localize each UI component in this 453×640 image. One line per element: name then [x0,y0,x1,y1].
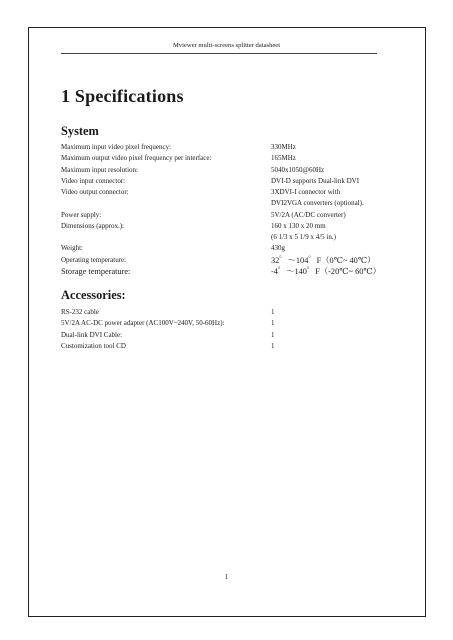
accessory-label: Customization tool CD [61,341,126,350]
spec-value: DVI-D supports Dual-link DVI [271,176,360,185]
accessory-label: 5V/2A AC-DC power adapter (AC100V~240V, 50-60Hz): [61,319,225,328]
spec-label: Maximum output video pixel frequency per interface: [61,154,212,163]
running-header: Mviewer multi-screens splitter datasheet [172,42,281,49]
spec-row [61,266,381,278]
spec-row [61,176,381,187]
spec-label: Maximum input resolution: [61,165,138,174]
spec-value: 430g [271,244,285,253]
spec-row [61,153,381,164]
spec-value: (6 1/3 x 5 1/9 x 4/5 in.) [271,233,336,241]
page-number: 1 [224,573,229,581]
spec-row [61,255,381,266]
spec-row [61,187,381,198]
spec-label: Storage temperature: [61,266,131,276]
spec-label: Dimensions (approx.): [61,221,124,230]
accessory-row [61,330,381,341]
spec-row [61,198,381,209]
spec-label: Maximum input video pixel frequency: [61,143,172,151]
spec-value: DVI2VGA converters (optional). [271,199,364,208]
spec-row [61,142,381,153]
spec-value: 330MHz [271,143,296,151]
accessory-label: RS-232 cable [61,308,99,316]
accessories-list [61,307,381,352]
spec-value: 5040x1050@60Hz [271,165,325,174]
accessory-qty: 1 [271,319,275,328]
spec-value: 5V/2A (AC/DC converter) [271,210,346,219]
spec-value: 160 x 130 x 20 mm [271,221,326,230]
accessory-row [61,341,381,352]
section-title-system: System [61,124,99,138]
chapter-title: 1 Specifications [61,86,184,106]
accessory-row [61,307,381,318]
section-title-accessories: Accessories: [61,288,126,302]
accessory-qty: 1 [271,308,275,316]
spec-value: 3XDVI-I connector with [271,188,341,196]
spec-label: Video output connector: [61,188,129,196]
spec-value: 32゜～104゜F（0℃~ 40℃） [271,255,376,265]
spec-row [61,210,381,221]
spec-label: Weight: [61,244,83,253]
system-spec-list [61,142,381,278]
accessory-qty: 1 [271,341,275,350]
spec-value: 165MHz [271,154,296,163]
header-divider [61,53,377,54]
spec-label: Power supply: [61,210,102,219]
spec-value: -4゜～140゜F（-20℃~ 60℃） [271,266,381,276]
spec-label: Operating temperature: [61,255,127,264]
accessory-label: Dual-link DVI Cable: [61,330,123,339]
spec-row [61,232,381,243]
spec-label: Video input connector: [61,176,126,185]
spec-row [61,221,381,232]
accessory-qty: 1 [271,330,275,339]
spec-row [61,165,381,176]
spec-row [61,243,381,254]
accessory-row [61,318,381,329]
